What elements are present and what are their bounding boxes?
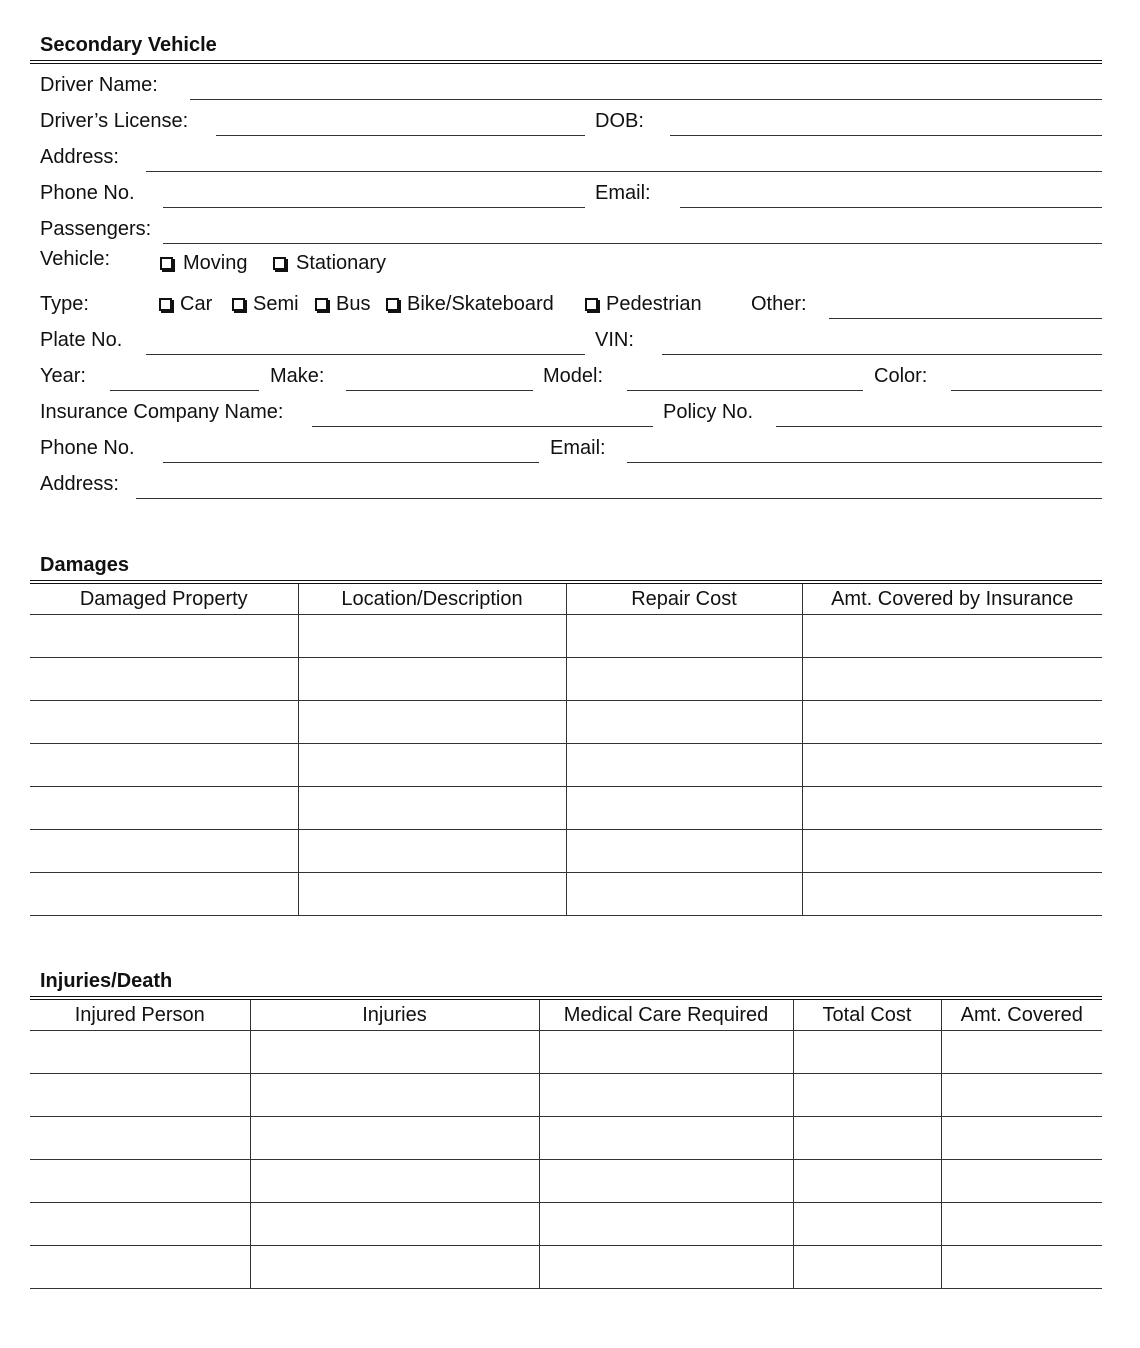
section-title-damages: Damages	[40, 554, 129, 576]
damages-table-cell[interactable]	[802, 658, 1102, 701]
injuries-table-row	[30, 1074, 1102, 1117]
damages-table-cell[interactable]	[566, 658, 802, 701]
injuries-table-cell[interactable]	[539, 1117, 793, 1160]
injuries-table-cell[interactable]	[539, 1203, 793, 1246]
injuries-table-cell[interactable]	[941, 1031, 1102, 1074]
vehicle-option-moving[interactable]: Moving	[160, 252, 247, 275]
damages-table-cell[interactable]	[566, 615, 802, 658]
damages-table-cell[interactable]	[802, 701, 1102, 744]
damages-table-row	[30, 701, 1102, 744]
damages-table-cell[interactable]	[566, 787, 802, 830]
damages-table-cell[interactable]	[802, 873, 1102, 916]
vehicle-option-stationary[interactable]: Stationary	[273, 252, 386, 275]
color-label: Color:	[874, 365, 928, 387]
policy-label: Policy No.	[663, 401, 754, 423]
injuries-table-row	[30, 1160, 1102, 1203]
injuries-table-cell[interactable]	[793, 1203, 941, 1246]
injuries-table-cell[interactable]	[941, 1203, 1102, 1246]
injuries-table-row	[30, 1246, 1102, 1289]
injuries-table-cell[interactable]	[941, 1117, 1102, 1160]
injuries-table-cell[interactable]	[250, 1117, 539, 1160]
damages-table-cell[interactable]	[298, 658, 566, 701]
injuries-table-cell[interactable]	[30, 1031, 250, 1074]
email-field[interactable]	[680, 207, 1102, 208]
damages-table-cell[interactable]	[298, 701, 566, 744]
damages-table-cell[interactable]	[566, 873, 802, 916]
policy-field[interactable]	[776, 426, 1102, 427]
checkbox-icon[interactable]	[315, 298, 328, 311]
vehicle-label: Vehicle:	[40, 248, 111, 270]
damages-table-cell[interactable]	[30, 787, 298, 830]
driver-name-label: Driver Name:	[40, 74, 158, 96]
injuries-table-cell[interactable]	[793, 1074, 941, 1117]
injuries-table-cell[interactable]	[941, 1074, 1102, 1117]
damages-table	[30, 584, 1102, 916]
injuries-table-cell[interactable]	[539, 1160, 793, 1203]
phone-label: Phone No.	[40, 182, 135, 204]
damages-table-row	[30, 873, 1102, 916]
injuries-table-cell[interactable]	[793, 1031, 941, 1074]
injuries-table-cell[interactable]	[941, 1246, 1102, 1289]
make-label: Make:	[270, 365, 325, 387]
type-option-bike-skateboard[interactable]: Bike/Skateboard	[386, 293, 554, 316]
plate-label: Plate No.	[40, 329, 123, 351]
injuries-table-cell[interactable]	[250, 1203, 539, 1246]
checkbox-icon[interactable]	[386, 298, 399, 311]
type-option-car[interactable]: Car	[159, 293, 212, 316]
column-header-damaged-property: Damaged Property	[30, 584, 298, 615]
insurance-phone-field[interactable]	[163, 462, 539, 463]
year-label: Year:	[40, 365, 86, 387]
injuries-table-cell[interactable]	[30, 1074, 250, 1117]
injuries-table	[30, 1000, 1102, 1289]
damages-table-cell[interactable]	[30, 744, 298, 787]
make-field[interactable]	[346, 390, 533, 391]
address-field[interactable]	[146, 171, 1102, 172]
injuries-table-cell[interactable]	[250, 1160, 539, 1203]
insurance-address-label: Address:	[40, 473, 119, 495]
injuries-table-cell[interactable]	[941, 1160, 1102, 1203]
injuries-header-row	[30, 1000, 1102, 1031]
injuries-table-cell[interactable]	[30, 1246, 250, 1289]
type-label: Type:	[40, 293, 89, 315]
other-field[interactable]	[829, 318, 1102, 319]
damages-table-row	[30, 658, 1102, 701]
injuries-table-row	[30, 1031, 1102, 1074]
injuries-table-cell[interactable]	[250, 1074, 539, 1117]
insurance-email-label: Email:	[550, 437, 606, 459]
vin-label: VIN:	[595, 329, 634, 351]
injuries-table-row	[30, 1117, 1102, 1160]
column-header-injuries: Injuries	[250, 1000, 539, 1031]
damages-table-cell[interactable]	[298, 787, 566, 830]
injuries-table-cell[interactable]	[793, 1246, 941, 1289]
injuries-table-cell[interactable]	[539, 1246, 793, 1289]
column-header-injured-person: Injured Person	[30, 1000, 250, 1031]
checkbox-icon[interactable]	[273, 257, 286, 270]
injuries-table-cell[interactable]	[793, 1160, 941, 1203]
insurance-company-label: Insurance Company Name:	[40, 401, 284, 423]
damages-table-cell[interactable]	[298, 830, 566, 873]
column-header-location-description: Location/Description	[298, 584, 566, 615]
column-header-total-cost: Total Cost	[793, 1000, 941, 1031]
checkbox-icon[interactable]	[232, 298, 245, 311]
injuries-table-cell[interactable]	[30, 1117, 250, 1160]
damages-table-cell[interactable]	[802, 787, 1102, 830]
email-label: Email:	[595, 182, 651, 204]
damages-table-cell[interactable]	[802, 830, 1102, 873]
plate-field[interactable]	[146, 354, 585, 355]
dob-field[interactable]	[670, 135, 1102, 136]
insurance-email-field[interactable]	[627, 462, 1102, 463]
passengers-field[interactable]	[163, 243, 1102, 244]
injuries-table-cell[interactable]	[30, 1203, 250, 1246]
damages-table-cell[interactable]	[30, 615, 298, 658]
dob-label: DOB:	[595, 110, 644, 132]
damages-table-cell[interactable]	[30, 873, 298, 916]
damages-table-cell[interactable]	[298, 744, 566, 787]
damages-table-cell[interactable]	[566, 744, 802, 787]
type-option-semi[interactable]: Semi	[232, 293, 299, 316]
insurance-company-field[interactable]	[312, 426, 653, 427]
section-title-secondary-vehicle: Secondary Vehicle	[40, 34, 217, 56]
driver-name-field[interactable]	[190, 99, 1102, 100]
insurance-phone-label: Phone No.	[40, 437, 135, 459]
damages-table-row	[30, 744, 1102, 787]
insurance-address-field[interactable]	[136, 498, 1102, 499]
injuries-table-cell[interactable]	[539, 1031, 793, 1074]
year-field[interactable]	[110, 390, 259, 391]
damages-table-cell[interactable]	[298, 873, 566, 916]
checkbox-icon[interactable]	[159, 298, 172, 311]
damages-table-cell[interactable]	[802, 615, 1102, 658]
color-field[interactable]	[951, 390, 1102, 391]
type-option-pedestrian[interactable]: Pedestrian	[585, 293, 702, 316]
injuries-table-cell[interactable]	[250, 1246, 539, 1289]
checkbox-icon[interactable]	[160, 257, 173, 270]
damages-header-row	[30, 584, 1102, 615]
damages-table-cell[interactable]	[566, 701, 802, 744]
model-field[interactable]	[627, 390, 863, 391]
injuries-table-cell[interactable]	[793, 1117, 941, 1160]
section-title-injuries-death: Injuries/Death	[40, 970, 173, 992]
damages-table-cell[interactable]	[30, 830, 298, 873]
vin-field[interactable]	[662, 354, 1102, 355]
drivers-license-field[interactable]	[216, 135, 585, 136]
section-rule	[30, 60, 1102, 64]
column-header-medical-care-required: Medical Care Required	[539, 1000, 793, 1031]
injuries-table-cell[interactable]	[250, 1031, 539, 1074]
other-label: Other:	[751, 293, 807, 315]
damages-table-cell[interactable]	[802, 744, 1102, 787]
damages-table-cell[interactable]	[566, 830, 802, 873]
column-header-repair-cost: Repair Cost	[566, 584, 802, 615]
damages-table-row	[30, 615, 1102, 658]
model-label: Model:	[543, 365, 604, 387]
injuries-table-cell[interactable]	[30, 1160, 250, 1203]
checkbox-icon[interactable]	[585, 298, 598, 311]
damages-table-cell[interactable]	[30, 701, 298, 744]
drivers-license-label: Driver’s License:	[40, 110, 189, 132]
injuries-table-row	[30, 1203, 1102, 1246]
phone-field[interactable]	[163, 207, 585, 208]
damages-table-row	[30, 787, 1102, 830]
damages-table-cell[interactable]	[298, 615, 566, 658]
column-header-amt-covered: Amt. Covered	[941, 1000, 1102, 1031]
injuries-table-cell[interactable]	[539, 1074, 793, 1117]
type-option-bus[interactable]: Bus	[315, 293, 370, 316]
damages-table-cell[interactable]	[30, 658, 298, 701]
damages-table-row	[30, 830, 1102, 873]
passengers-label: Passengers:	[40, 218, 152, 240]
column-header-amt-covered-by-insurance: Amt. Covered by Insurance	[802, 584, 1102, 615]
address-label: Address:	[40, 146, 119, 168]
